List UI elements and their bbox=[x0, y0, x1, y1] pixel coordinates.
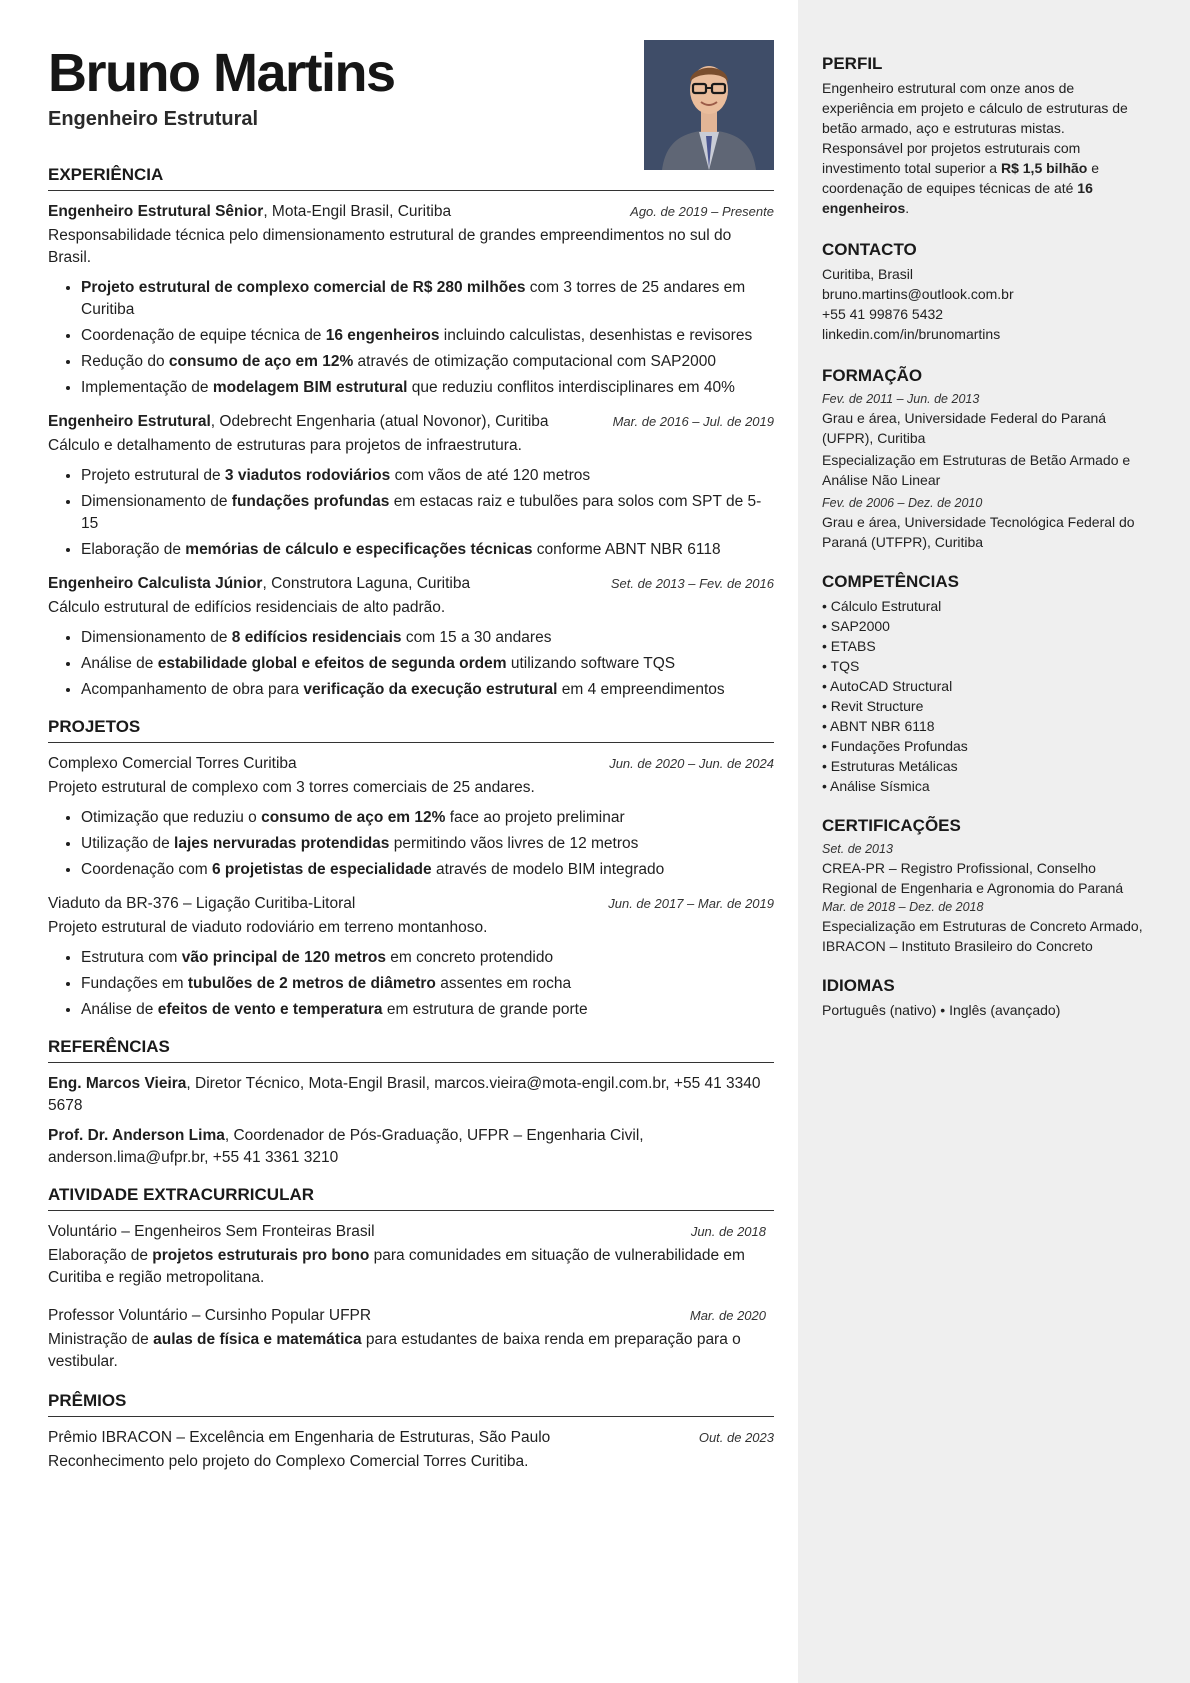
languages-section bbox=[822, 976, 1144, 1020]
project-name: Complexo Comercial Torres Curitiba bbox=[48, 755, 297, 772]
job-date: Set. de 2013 – Fev. de 2016 bbox=[610, 576, 774, 591]
section-title: ATIVIDADE EXTRACURRICULAR bbox=[48, 1185, 774, 1211]
bullet-item: • Estrutura com vão principal de 120 metros em concreto protendido bbox=[81, 947, 774, 969]
bullet-item: • Análise de estabilidade global e efeitos de segunda ordem utilizando software TQS bbox=[81, 653, 774, 675]
skill-item: • SAP2000 bbox=[822, 618, 890, 634]
reference-entry: Prof. Dr. Anderson Lima, Coordenador de Pós-Graduação, UFPR – Engenharia Civil, anderson.lima@ufpr.br, +55 41 3361 3210 bbox=[48, 1127, 644, 1166]
education-entry bbox=[822, 494, 1144, 552]
skills-section bbox=[822, 572, 1144, 796]
activity-header bbox=[48, 1221, 774, 1243]
job-description: Cálculo estrutural de edifícios residenciais de alto padrão. bbox=[48, 599, 446, 616]
job-header bbox=[48, 201, 774, 223]
bullet-item: • Coordenação com 6 projetistas de especialidade através de modelo BIM integrado bbox=[81, 859, 774, 881]
bullet-item: • Implementação de modelagem BIM estrutural que reduziu conflitos interdisciplinares em 40% bbox=[81, 377, 774, 399]
reference-entry: Eng. Marcos Vieira, Diretor Técnico, Mota-Engil Brasil, marcos.vieira@mota-engil.com.br, +55 41 3340 5678 bbox=[48, 1075, 761, 1114]
award-date: Out. de 2023 bbox=[698, 1430, 774, 1445]
certifications-section bbox=[822, 816, 1144, 956]
skill-item: • Análise Sísmica bbox=[822, 778, 930, 794]
sidebar-title: PERFIL bbox=[822, 54, 883, 73]
profile-text: Engenheiro estrutural com onze anos de experiência em projeto e cálculo de estruturas de betão armado, aço e estruturas mistas. Responsável por projetos estruturais com investimento total superior a R$ 1,5 bilhão e coordenação de equipes técnicas de até 16 engenheiros. bbox=[822, 80, 1128, 216]
activity-date: Mar. de 2020 bbox=[689, 1308, 766, 1323]
bullet-item: • Dimensionamento de 8 edifícios residenciais com 15 a 30 andares bbox=[81, 627, 774, 649]
activity-description: Ministração de aulas de física e matemática para estudantes de baixa renda em preparação para o vestibular. bbox=[48, 1331, 741, 1370]
experience-list bbox=[48, 201, 774, 701]
skill-item: • AutoCAD Structural bbox=[822, 678, 953, 694]
project-name: Viaduto da BR-376 – Ligação Curitiba-Litoral bbox=[48, 895, 356, 912]
bullet-list bbox=[48, 465, 774, 561]
profile-section bbox=[822, 54, 1144, 218]
job-title: Engenheiro Estrutural Sênior, Mota-Engil Brasil, Curitiba bbox=[48, 203, 452, 220]
bullet-item: • Utilização de lajes nervuradas protendidas permitindo vãos livres de 12 metros bbox=[81, 833, 774, 855]
project-date: Jun. de 2020 – Jun. de 2024 bbox=[609, 756, 774, 771]
certification-entry bbox=[822, 898, 1144, 956]
award-description: Reconhecimento pelo projeto do Complexo Comercial Torres Curitiba. bbox=[48, 1453, 529, 1470]
project-description: Projeto estrutural de viaduto rodoviário em terreno montanhoso. bbox=[48, 919, 488, 936]
certification-text: CREA-PR – Registro Profissional, Conselho Regional de Engenharia e Agronomia do Paraná bbox=[822, 860, 1124, 896]
skill-item: • TQS bbox=[822, 658, 860, 674]
certification-date: Set. de 2013 bbox=[822, 842, 893, 856]
references-section bbox=[48, 1037, 774, 1169]
job-description: Cálculo e detalhamento de estruturas para projetos de infraestrutura. bbox=[48, 437, 522, 454]
skill-item: • Fundações Profundas bbox=[822, 738, 968, 754]
bullet-item: • Redução do consumo de aço em 12% através de otimização computacional com SAP2000 bbox=[81, 351, 774, 373]
project-header bbox=[48, 893, 774, 915]
bullet-item: • Projeto estrutural de complexo comercial de R$ 280 milhões com 3 torres de 25 andares em Curitiba bbox=[81, 277, 774, 321]
education-date: Fev. de 2011 – Jun. de 2013 bbox=[822, 392, 980, 406]
activity-header bbox=[48, 1305, 774, 1327]
section-title: REFERÊNCIAS bbox=[48, 1037, 774, 1063]
bullet-list bbox=[48, 277, 774, 399]
job-entry bbox=[48, 573, 774, 701]
skill-item: • ABNT NBR 6118 bbox=[822, 718, 935, 734]
award-entry bbox=[48, 1427, 774, 1473]
bullet-item: • Elaboração de memórias de cálculo e especificações técnicas conforme ABNT NBR 6118 bbox=[81, 539, 774, 561]
candidate-name: Bruno Martins bbox=[48, 43, 395, 103]
awards-section bbox=[48, 1391, 774, 1473]
skills-list bbox=[822, 596, 1144, 796]
education-list bbox=[822, 390, 1144, 552]
activity-date: Jun. de 2018 bbox=[690, 1224, 766, 1239]
job-header bbox=[48, 573, 774, 595]
award-header bbox=[48, 1427, 774, 1449]
education-degree: Grau e área, Universidade Federal do Paraná (UFPR), Curitiba bbox=[822, 410, 1107, 446]
job-header bbox=[48, 411, 774, 433]
project-entry bbox=[48, 753, 774, 881]
certification-date: Mar. de 2018 – Dez. de 2018 bbox=[822, 900, 984, 914]
skill-item: • Revit Structure bbox=[822, 698, 924, 714]
section-title: PROJETOS bbox=[48, 717, 774, 743]
projects-section bbox=[48, 717, 774, 1021]
bullet-list bbox=[48, 807, 774, 881]
bullet-list bbox=[48, 947, 774, 1021]
bullet-item: • Projeto estrutural de 3 viadutos rodoviários com vãos de até 120 metros bbox=[81, 465, 774, 487]
bullet-item: • Fundações em tubulões de 2 metros de diâmetro assentes em rocha bbox=[81, 973, 774, 995]
award-name: Prêmio IBRACON – Excelência em Engenharia de Estruturas, São Paulo bbox=[48, 1429, 551, 1446]
sidebar-title: IDIOMAS bbox=[822, 976, 895, 995]
experience-section bbox=[48, 165, 774, 701]
project-description: Projeto estrutural de complexo com 3 torres comerciais de 25 andares. bbox=[48, 779, 535, 796]
languages-text: Português (nativo) • Inglês (avançado) bbox=[822, 1002, 1061, 1018]
references-list bbox=[48, 1073, 774, 1169]
skill-item: • Cálculo Estrutural bbox=[822, 598, 942, 614]
activity-entry bbox=[48, 1305, 774, 1373]
job-date: Ago. de 2019 – Presente bbox=[630, 204, 774, 219]
sidebar-title: CONTACTO bbox=[822, 240, 917, 259]
contact-linkedin-link[interactable]: linkedin.com/in/brunomartins bbox=[822, 326, 1001, 342]
activity-entry bbox=[48, 1221, 774, 1289]
education-date: Fev. de 2006 – Dez. de 2010 bbox=[822, 496, 983, 510]
section-title: PRÊMIOS bbox=[48, 1391, 774, 1417]
bullet-item: • Otimização que reduziu o consumo de aço em 12% face ao projeto preliminar bbox=[81, 807, 774, 829]
job-entry bbox=[48, 201, 774, 399]
activity-name: Voluntário – Engenheiros Sem Fronteiras Brasil bbox=[48, 1223, 375, 1240]
activity-description: Elaboração de projetos estruturais pro bono para comunidades em situação de vulnerabilidade em Curitiba e região metropolitana. bbox=[48, 1247, 745, 1286]
job-entry bbox=[48, 411, 774, 561]
project-entry bbox=[48, 893, 774, 1021]
skill-item: • ETABS bbox=[822, 638, 876, 654]
bullet-item: • Análise de efeitos de vento e temperatura em estrutura de grande porte bbox=[81, 999, 774, 1021]
extracurricular-list bbox=[48, 1221, 774, 1373]
bullet-item: • Coordenação de equipe técnica de 16 engenheiros incluindo calculistas, desenhistas e revisores bbox=[81, 325, 774, 347]
extracurricular-section bbox=[48, 1185, 774, 1373]
job-date: Mar. de 2016 – Jul. de 2019 bbox=[612, 414, 774, 429]
education-entry bbox=[822, 390, 1144, 490]
job-description: Responsabilidade técnica pelo dimensionamento estrutural de grandes empreendimentos no sul do Brasil. bbox=[48, 227, 732, 266]
activity-name: Professor Voluntário – Cursinho Popular UFPR bbox=[48, 1307, 372, 1324]
education-detail: Especialização em Estruturas de Betão Armado e Análise Não Linear bbox=[822, 452, 1131, 488]
sidebar bbox=[822, 54, 1144, 1020]
projects-list bbox=[48, 753, 774, 1021]
contact-email-link[interactable]: bruno.martins@outlook.com.br bbox=[822, 286, 1014, 302]
certification-entry bbox=[822, 840, 1144, 898]
certification-text: Especialização em Estruturas de Concreto Armado, IBRACON – Instituto Brasileiro do Concreto bbox=[822, 918, 1143, 954]
bullet-list bbox=[48, 627, 774, 701]
job-title: Engenheiro Estrutural, Odebrecht Engenharia (atual Novonor), Curitiba bbox=[48, 413, 549, 430]
bullet-item: • Dimensionamento de fundações profundas em estacas raiz e tubulões para solos com SPT de 5-15 bbox=[81, 491, 774, 535]
contact-city: Curitiba, Brasil bbox=[822, 266, 914, 282]
main-column bbox=[48, 36, 774, 1485]
certifications-list bbox=[822, 840, 1144, 956]
candidate-role: Engenheiro Estrutural bbox=[48, 108, 259, 130]
sidebar-title: CERTIFICAÇÕES bbox=[822, 816, 961, 835]
skill-item: • Estruturas Metálicas bbox=[822, 758, 958, 774]
project-date: Jun. de 2017 – Mar. de 2019 bbox=[608, 896, 774, 911]
section-title: EXPERIÊNCIA bbox=[48, 165, 774, 191]
bullet-item: • Acompanhamento de obra para verificação da execução estrutural em 4 empreendimentos bbox=[81, 679, 774, 701]
project-header bbox=[48, 753, 774, 775]
education-section bbox=[822, 366, 1144, 552]
education-degree: Grau e área, Universidade Tecnológica Federal do Paraná (UTFPR), Curitiba bbox=[822, 514, 1135, 550]
awards-list bbox=[48, 1427, 774, 1473]
contact-phone[interactable]: +55 41 99876 5432 bbox=[822, 306, 944, 322]
contact-section bbox=[822, 240, 1144, 344]
job-title: Engenheiro Calculista Júnior, Construtora Laguna, Curitiba bbox=[48, 575, 471, 592]
sidebar-title: COMPETÊNCIAS bbox=[822, 572, 959, 591]
sidebar-title: FORMAÇÃO bbox=[822, 366, 923, 385]
